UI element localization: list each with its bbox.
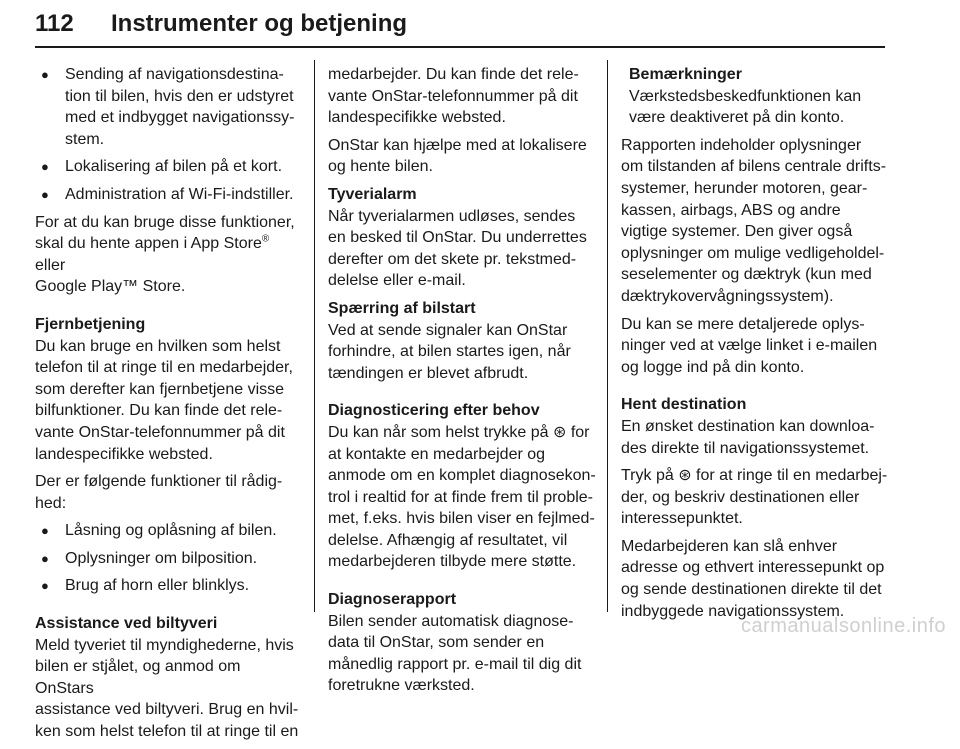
bullet-text: Administration af Wi-Fi-indstiller. — [65, 185, 294, 203]
bullet-item — [35, 548, 303, 570]
paragraph-report: Rapporten indeholder oplysninger om tilstanden af bilens centrale drifts- systemer, herunder motoren, gear- kassen, airbags, ABS og andre vigtige systemer. Den giver også oplysninger om mulige vedligeholdel- seselementer og dæktryk (kun med dæktrykovervågningssystem). — [621, 136, 887, 305]
paragraph-app-text-2: eller Google Play™ Store. — [35, 256, 186, 296]
bullet-item — [35, 575, 303, 597]
paragraph-diagnosticering — [328, 422, 596, 573]
heading-diagnoserapport: Diagnoserapport — [328, 591, 457, 609]
onstar-service-icon: ⊛ — [552, 423, 567, 441]
registered-mark: ® — [261, 233, 270, 245]
bullet-text: Sending af navigationsdestina- tion til bilen, hvis den er udstyret med et indbygget navigationssy- stem. — [65, 66, 295, 148]
column-1 — [35, 64, 303, 749]
paragraph-tap — [621, 465, 891, 530]
bullet-item — [35, 184, 303, 206]
column-3 — [621, 64, 891, 628]
paragraph-locate: OnStar kan hjælpe med at lokalisere og hente bilen. — [328, 136, 587, 176]
paragraph-tyverialarm: Når tyverialarmen udløses, sendes en besked til OnStar. Du underrettes derefter om det skete pr. tekstmed- delelse eller e-mail. — [328, 207, 587, 290]
paragraph-diagnoserapport: Bilen sender automatisk diagnose- data til OnStar, som sender en månedlig rapport pr. e-mail til dig dit foretrukne værksted. — [328, 612, 582, 695]
page-number: 112 — [35, 10, 74, 37]
column-divider — [607, 60, 608, 612]
bullet-text: Lokalisering af bilen på et kort. — [65, 158, 283, 176]
column-divider — [314, 60, 315, 612]
bullet-text: Låsning og oplåsning af bilen. — [65, 522, 277, 540]
note-box — [621, 64, 891, 129]
bullet-text: Brug af horn eller blinklys. — [65, 577, 250, 595]
tap-text-2: for at ringe til en medarbej- der, og beskriv destinationen eller interessepunktet. — [621, 467, 888, 528]
paragraph-note: Værkstedsbeskedfunktionen kan være deaktiveret på din konto. — [629, 87, 862, 127]
heading-bemaerkninger: Bemærkninger — [629, 66, 742, 83]
paragraph-app-text-1: For at du kan bruge disse funktioner, skal du hente appen i App Store — [35, 213, 295, 253]
paragraph-details: Du kan se mere detaljerede oplys- ninger ved at vælge linket i e-mailen og logge ind på din konto. — [621, 315, 878, 376]
paragraph-staff: Medarbejderen kan slå enhver adresse og ethvert interessepunkt op og sende destinationen direkte til det indbyggede navigationssystem. — [621, 537, 885, 620]
heading-spaerring: Spærring af bilstart — [328, 299, 476, 317]
column-2 — [328, 64, 596, 703]
heading-fjernbetjening: Fjernbetjening — [35, 315, 146, 333]
watermark: carmanualsonline.info — [740, 615, 946, 637]
diag-text-2: for at kontakte en medarbejder og anmode om en komplet diagnosekon- trol i realtid for at finde frem til proble- met, f.eks. hvis bilen viser en fejlmed- delelse. Afhængig af resultatet, vil medarbejderen tilbyde mere støtte. — [328, 423, 596, 571]
paragraph-app — [35, 212, 303, 298]
heading-tyverialarm: Tyverialarm — [328, 185, 417, 203]
onstar-service-icon: ⊛ — [678, 467, 692, 485]
paragraph-functions: Der er følgende funktioner til rådig- hed: — [35, 473, 283, 512]
heading-diagnosticering: Diagnosticering efter behov — [328, 402, 540, 420]
heading-assistance: Assistance ved biltyveri — [35, 615, 218, 633]
paragraph-spaerring: Ved at sende signaler kan OnStar forhindre, at bilen startes igen, når tændingen er blevet afbrudt. — [328, 321, 571, 382]
section-title: Instrumenter og betjening — [111, 10, 408, 37]
paragraph-assistance: Meld tyveriet til myndighederne, hvis bilen er stjålet, og anmod om OnStars assistance ved biltyveri. Brug en hvil- ken som helst telefon til at ringe til en — [35, 636, 299, 741]
heading-hent-destination: Hent destination — [621, 396, 747, 414]
paragraph-fjernbetjening: Du kan bruge en hvilken som helst telefon til at ringe til en medarbejder, som derefter kan fjernbetjene visse bilfunktioner. Du kan finde det rele- vante OnStar-telefonnummer på dit landespecifikke websted. — [35, 337, 293, 463]
header-rule — [35, 46, 885, 48]
diag-text-1: Du kan når som helst trykke på — [328, 423, 553, 441]
page-header — [35, 4, 885, 48]
bullet-item — [35, 64, 303, 150]
tap-text-1: Tryk på — [621, 467, 679, 485]
paragraph-continued: medarbejder. Du kan finde det rele- vante OnStar-telefonnummer på dit landespecifikke websted. — [328, 66, 579, 127]
bullet-text: Oplysninger om bilposition. — [65, 549, 258, 567]
bullet-item — [35, 156, 303, 178]
paragraph-destination: En ønsket destination kan downloa- des direkte til navigationssystemet. — [621, 417, 875, 457]
bullet-item — [35, 520, 303, 542]
